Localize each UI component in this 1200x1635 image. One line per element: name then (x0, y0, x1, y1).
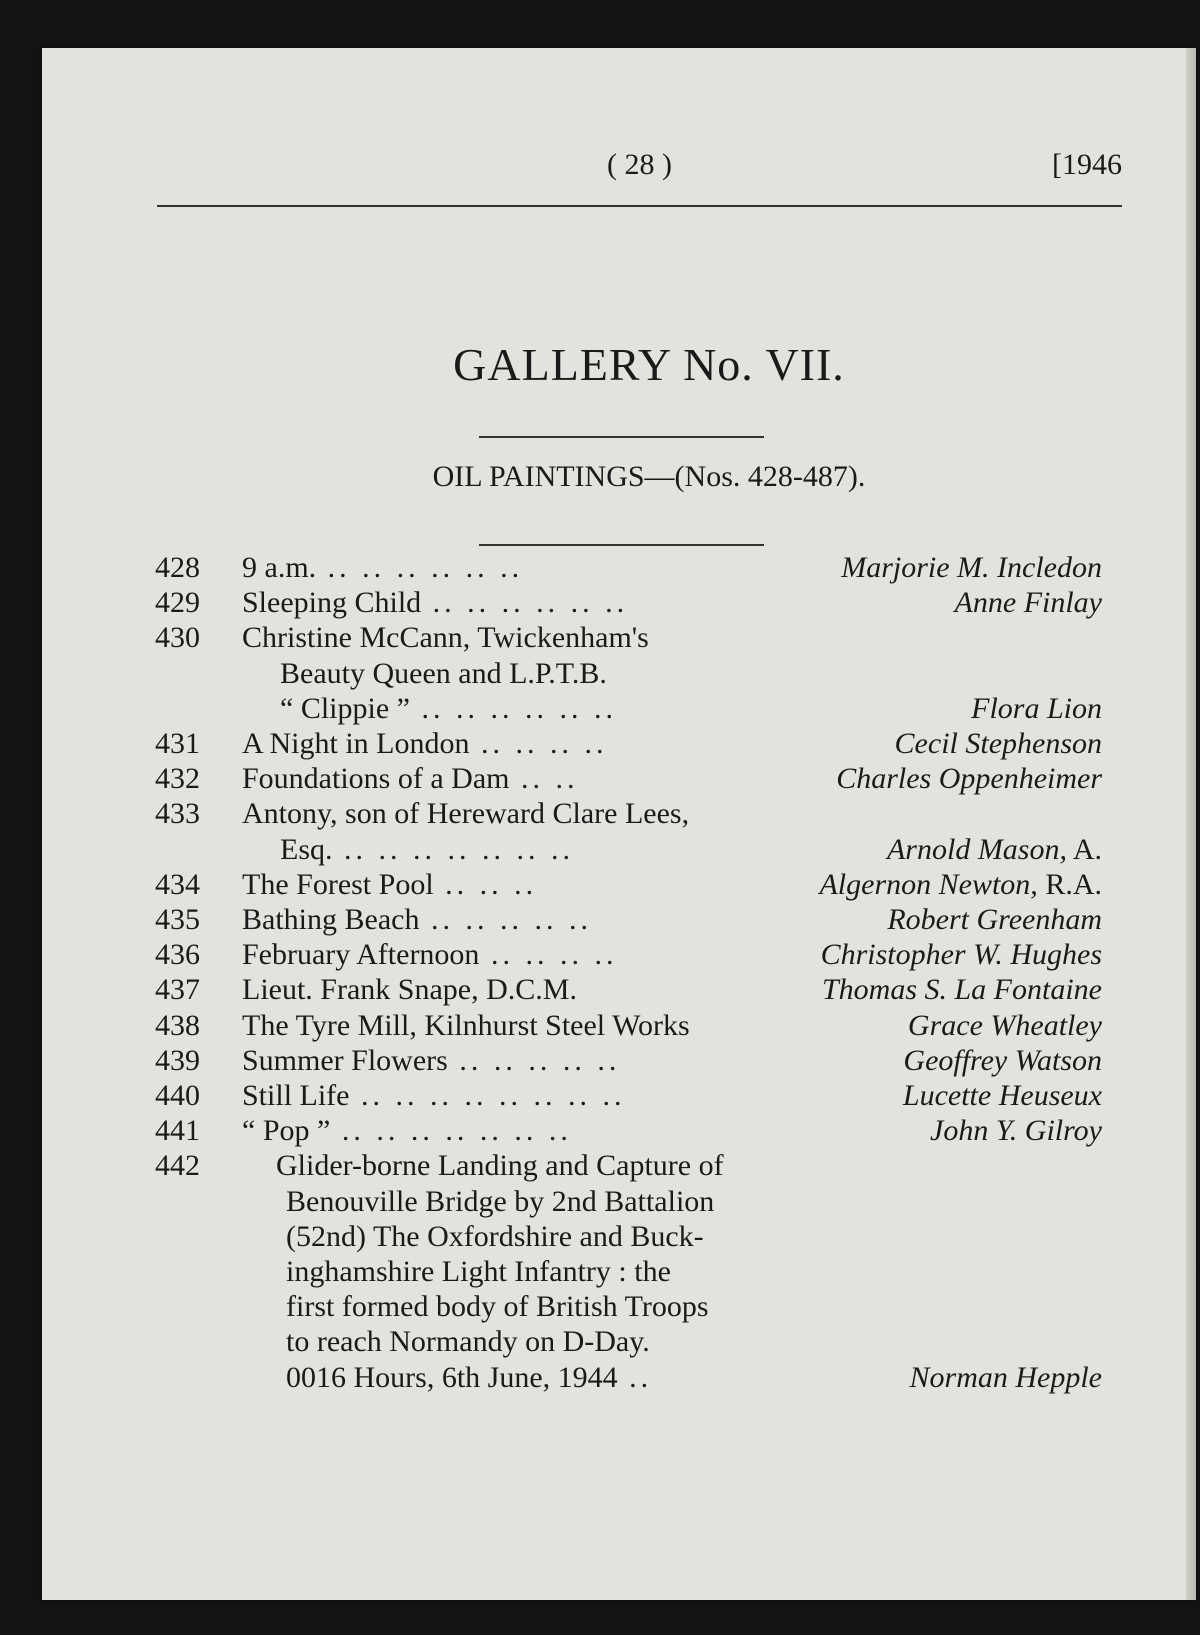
entry-title-line (242, 761, 578, 797)
artist-name: Anne Finlay (954, 586, 1102, 620)
artist-name: John Y. Gilroy (930, 1114, 1102, 1148)
entry-title-text: Beauty Queen and L.P.T.B. (280, 656, 607, 690)
artist-name: Arnold Mason, (886, 832, 1067, 866)
entry-title-line (280, 691, 617, 727)
entry-title-line (242, 1078, 626, 1114)
entry-title-text: inghamshire Light Infantry : the (286, 1255, 671, 1288)
entry-title-text: “ Pop ” (242, 1114, 331, 1148)
entry-title-line (242, 620, 649, 656)
entry-artist (841, 550, 1102, 586)
entry-title-line (242, 1043, 620, 1079)
artist-name: Marjorie M. Incledon (841, 551, 1102, 584)
entry-title-text: 9 a.m. (242, 551, 317, 584)
leader-dots: .. .. .. .. .. .. (421, 586, 629, 620)
entry-title-line (286, 1184, 714, 1220)
artist-name: Lucette Heuseux (902, 1079, 1102, 1112)
entry-title-text: Glider-borne Landing and Capture of (276, 1149, 724, 1183)
artist-name: Grace Wheatley (907, 1008, 1102, 1042)
entry-title-text: first formed body of British Troops (286, 1290, 709, 1324)
entry-artist (910, 1360, 1102, 1396)
artist-honour: A. (1066, 832, 1102, 866)
artist-name: Flora Lion (971, 691, 1102, 725)
entry-title-text: The Tyre Mill, Kilnhurst Steel Works (242, 1008, 690, 1042)
artist-name: Geoffrey Watson (903, 1043, 1102, 1077)
leader-dots: .. .. .. .. (479, 938, 618, 972)
entry-title-line (242, 585, 628, 621)
entry-artist (822, 972, 1102, 1008)
entry-artist (887, 902, 1102, 938)
entry-artist (903, 1078, 1102, 1114)
entry-number: 441 (155, 1114, 200, 1148)
entry-title-line (286, 1360, 652, 1396)
entry-title-line (280, 832, 574, 868)
entry-number: 439 (155, 1043, 200, 1077)
entry-title-text: Sleeping Child (242, 586, 422, 620)
entry-artist (903, 1043, 1102, 1079)
entry-number: 430 (155, 621, 200, 655)
entry-number: 438 (155, 1008, 200, 1042)
entry-title-line (242, 1008, 690, 1044)
leader-dots: .. .. .. .. .. .. .. .. (349, 1079, 626, 1112)
entry-title-line (286, 1289, 709, 1325)
entry-title-line (286, 1324, 650, 1360)
entry-number: 436 (155, 938, 200, 972)
entry-title-text: Bathing Beach (242, 903, 420, 936)
entry-artist (836, 761, 1102, 797)
entry-title-line (280, 656, 607, 692)
entry-number: 434 (155, 867, 200, 901)
entry-title-text: Benouville Bridge by 2nd Battalion (286, 1184, 715, 1218)
entry-title-text: The Forest Pool (242, 867, 434, 901)
entry-title-text: Antony, son of Hereward Clare Lees, (242, 797, 690, 831)
section-title: OIL PAINTINGS—(Nos. 428-487). (432, 460, 866, 493)
entry-title-line (242, 902, 592, 938)
entry-title-text: Christine McCann, Twickenham's (242, 621, 649, 655)
entry-artist (930, 1113, 1102, 1149)
catalogue-page (42, 48, 1196, 1600)
leader-dots: .. .. .. .. .. .. .. (332, 832, 574, 866)
entry-number: 429 (155, 586, 200, 620)
entries-list (42, 48, 1196, 1600)
artist-name: Cecil Stephenson (894, 727, 1102, 760)
entry-title-text: Foundations of a Dam (242, 762, 510, 796)
entry-title-text: Summer Flowers (242, 1043, 448, 1077)
artist-name: Christopher W. Hughes (820, 938, 1102, 972)
artist-name: Norman Hepple (909, 1360, 1102, 1394)
artist-name: Algernon Newton, (819, 867, 1038, 901)
leader-dots: .. .. .. .. .. .. .. (330, 1114, 572, 1148)
entry-title-text: Lieut. Frank Snape, D.C.M. (242, 973, 577, 1007)
entry-number: 437 (155, 973, 200, 1007)
entry-title-line (286, 1219, 704, 1255)
entry-title-text: to reach Normandy on D-Day. (286, 1325, 650, 1359)
leader-dots: .. .. .. .. .. (447, 1043, 621, 1077)
leader-dots: .. .. .. .. (469, 727, 608, 760)
entry-number: 432 (155, 762, 200, 796)
leader-dots: .. .. .. .. .. .. (409, 691, 617, 725)
leader-dots: .. .. .. (433, 867, 538, 901)
entry-artist (908, 1008, 1102, 1044)
page-number: ( 28 ) (607, 148, 672, 181)
entry-title-text: (52nd) The Oxfordshire and Buck- (286, 1219, 704, 1253)
entry-number: 431 (155, 727, 200, 760)
entry-number: 433 (155, 797, 200, 831)
entry-number: 428 (155, 551, 200, 584)
entry-artist (887, 832, 1102, 868)
entry-title-text: Esq. (280, 832, 333, 866)
entry-artist (821, 937, 1102, 973)
entry-number: 435 (155, 903, 200, 936)
entry-number: 442 (155, 1149, 200, 1183)
entry-title-line (276, 1148, 724, 1184)
entry-title-text: February Afternoon (242, 938, 480, 972)
leader-dots: .. (617, 1360, 653, 1394)
artist-name: Robert Greenham (887, 903, 1102, 936)
entry-title-text: 0016 Hours, 6th June, 1944 (286, 1360, 618, 1394)
artist-name: Charles Oppenheimer (836, 762, 1102, 796)
entry-artist (819, 867, 1102, 903)
leader-dots: .. .. .. .. .. (419, 903, 592, 936)
header-year: [1946 (1052, 148, 1122, 181)
entry-title-line (242, 972, 577, 1008)
entry-title-line (242, 796, 689, 832)
leader-dots: .. .. (509, 762, 579, 796)
entry-number: 440 (155, 1079, 200, 1112)
entry-title-text: Still Life (242, 1079, 350, 1112)
entry-title-text: A Night in London (242, 727, 470, 760)
entry-title-line (242, 1113, 572, 1149)
gallery-title: GALLERY No. VII. (453, 339, 845, 390)
entry-title-line (242, 726, 608, 762)
entry-artist (895, 726, 1102, 762)
entry-title-line (242, 550, 523, 586)
artist-honour: R.A. (1037, 867, 1102, 901)
entry-artist (955, 585, 1102, 621)
entry-title-line (242, 937, 617, 973)
artist-name: Thomas S. La Fontaine (821, 973, 1102, 1007)
entry-title-line (286, 1254, 671, 1290)
entry-title-line (242, 867, 537, 903)
entry-artist (971, 691, 1102, 727)
entry-title-text: “ Clippie ” (280, 691, 410, 725)
leader-dots: .. .. .. .. .. .. (316, 551, 524, 584)
